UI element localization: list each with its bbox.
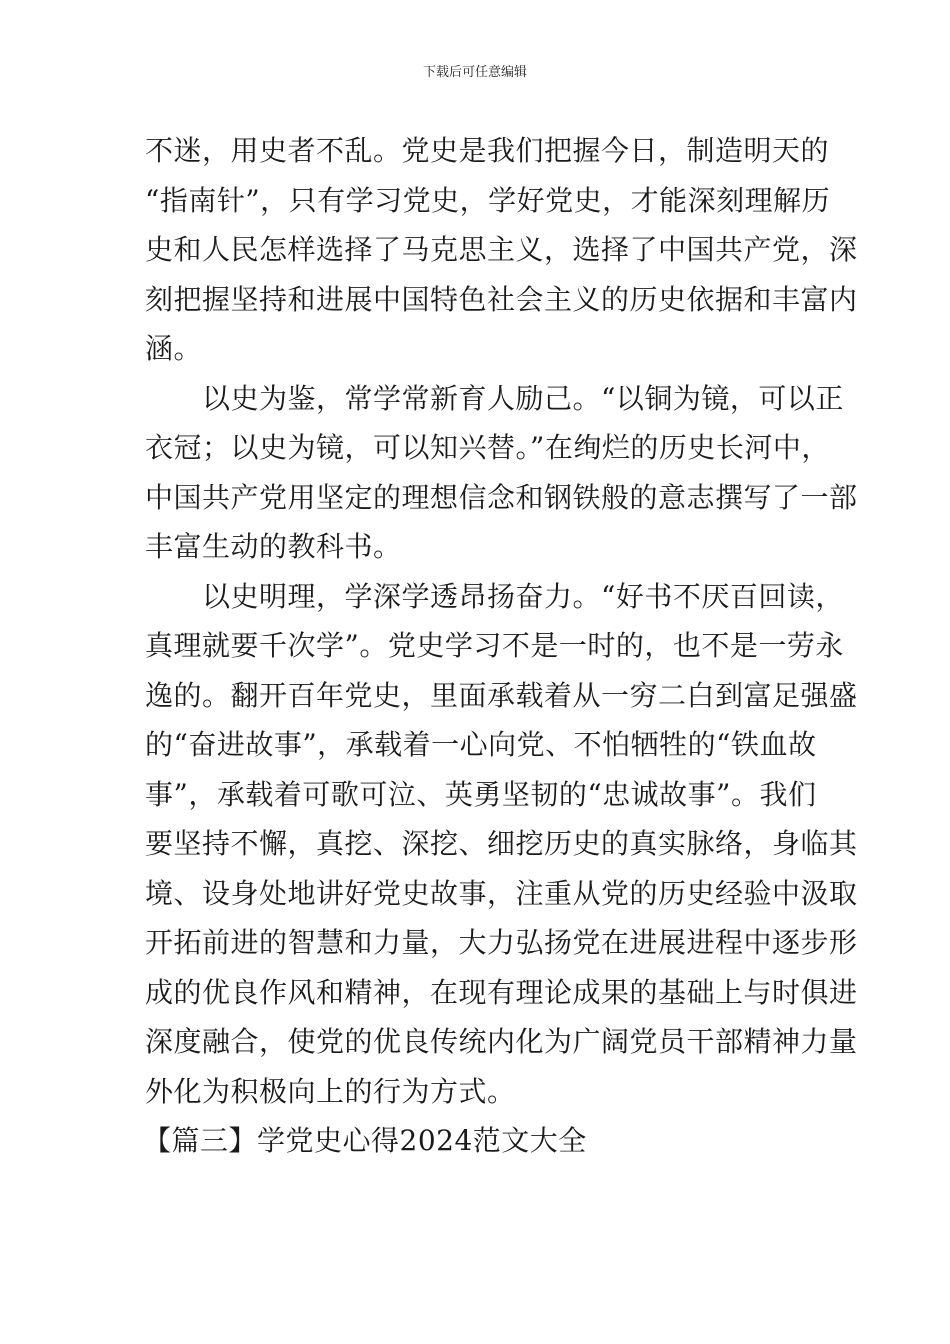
text-line: 逸的。翻开百年党史，里面承载着从一穷二白到富足强盛 [145, 678, 858, 712]
text-line: 衣冠；以史为镜，可以知兴替。”在绚烂的历史长河中， [145, 431, 830, 464]
text-line: 涵。 [145, 332, 203, 365]
document-body [143, 126, 858, 1166]
text-line: 真理就要千次学”。党史学习不是一时的，也不是一劳永 [145, 629, 844, 662]
text-line: 境、设身处地讲好党史故事，注重从党的历史经验中汲取 [145, 876, 858, 910]
text-line: 外化为积极向上的行为方式。 [145, 1074, 516, 1108]
text-line: 以史为鉴，常学常新育人励己。“以铜为镜，可以正 [145, 381, 844, 415]
text-line: 以史明理，学深学透昂扬奋力。“好书不厌百回读， [145, 579, 844, 613]
text-line: “指南针”，只有学习党史，学好党史，才能深刻理解历 [145, 183, 831, 217]
text-line: 中国共产党用坚定的理想信念和钢铁般的意志撰写了一部 [145, 480, 858, 514]
text-line: 丰富生动的教科书。 [145, 530, 402, 563]
text-line: 事”，承载着可歌可泣、英勇坚韧的“忠诚故事”。我们 [145, 777, 817, 811]
text-line: 的“奋进故事”，承载着一心向党、不怕牺牲的“铁血故 [145, 728, 817, 761]
text-line: 成的优良作风和精神，在现有理论成果的基础上与时俱进 [145, 975, 858, 1009]
paragraph-2 [145, 374, 858, 572]
text-line: 史和人民怎样选择了马克思主义，选择了中国共产党，深 [145, 233, 858, 266]
paragraph-1 [145, 126, 858, 374]
text-line: 刻把握坚持和进展中国特色社会主义的历史依据和丰富内 [145, 282, 858, 316]
paragraph-3 [145, 572, 858, 1117]
text-line: 开拓前进的智慧和力量，大力弘扬党在进展进程中逐步形 [145, 926, 858, 959]
section-heading: 【篇三】学党史心得2024范文大全 [143, 1124, 587, 1157]
text-line: 深度融合，使党的优良传统内化为广阔党员干部精神力量 [145, 1025, 858, 1058]
text-line: 要坚持不懈，真挖、深挖、细挖历史的真实脉络，身临其 [145, 827, 858, 860]
text-line: 不迷，用史者不乱。党史是我们把握今日，制造明天的 [145, 134, 830, 167]
page-header-note: 下载后可任意编辑 [422, 65, 527, 80]
